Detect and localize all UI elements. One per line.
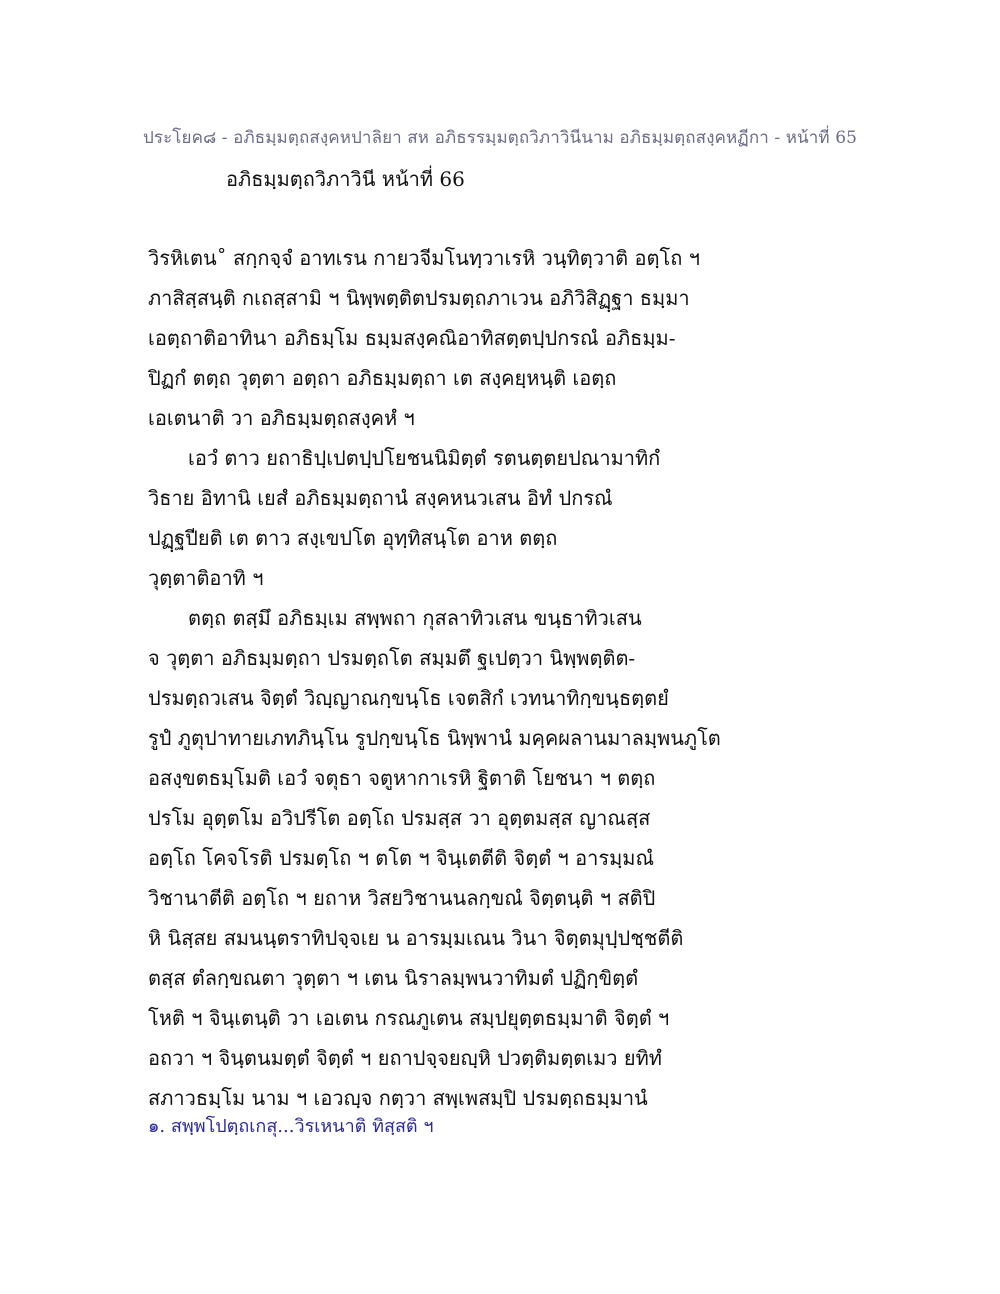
text-line-5: เอเตนาติ วา อภิธมฺมตฺถสงฺคหํ ฯ — [148, 406, 415, 430]
text-line-12: ปรมตฺถวเสน จิตฺตํ วิญฺญาณกฺขนฺโธ เจตสิกํ เวทนาทิกฺขนฺธตฺตยํ — [148, 686, 669, 710]
text-line-10: ตตฺถ ตสฺมึ อภิธมฺเม สพฺพถา กุสลาทิวเสน ขนฺธาทิวเสน — [188, 606, 642, 630]
text-line-22: สภาวธมฺโม นาม ฯ เอวญฺจ กตฺวา สพฺเพสมฺปิ ปรมตฺถธมฺมานํ — [148, 1086, 648, 1110]
footnote: ๑. สพฺพโปตฺถเกสุ...วิรเหนาติ ทิสฺสติ ฯ — [148, 1116, 434, 1137]
text-line-15: ปรโม อุตฺตโม อวิปรีโต อตฺโถ ปรมสฺส วา อุตฺตมสฺส ญาณสฺส — [148, 806, 651, 830]
text-line-16: อตฺโถ โคจโรติ ปรมตฺโถ ฯ ตโต ฯ จินฺเตตีติ จิตฺตํ ฯ อารมฺมณํ — [148, 846, 655, 870]
text-line-9: วุตฺตาติอาทิ ฯ — [148, 566, 264, 590]
text-line-17: วิชานาตีติ อตฺโถ ฯ ยถาห วิสยวิชานนลกฺขณํ จิตฺตนฺติ ฯ สติปิ — [148, 886, 656, 910]
text-line-4: ปิฏกํ ตตฺถ วุตฺตา อตฺถา อภิธมฺมตฺถา เต สงฺคยฺหนฺติ เอตฺถ — [148, 366, 617, 390]
text-line-3: เอตฺถาติอาทินา อภิธมฺโม ธมฺมสงฺคณิอาทิสตฺตปฺปกรณํ อภิธมฺม- — [148, 326, 676, 350]
text-line-19: ตสฺส ตํลกฺขณตา วุตฺตา ฯ เตน นิราลมฺพนวาทิมตํ ปฏิกฺขิตฺตํ — [148, 966, 639, 990]
text-line-7: วิธาย อิทานิ เยสํ อภิธมฺมตฺถานํ สงฺคหนวเสน อิทํ ปกรณํ — [148, 486, 613, 510]
running-header: ประโยค๘ - อภิธมฺมตฺถสงฺคหปาลิยา สห อภิธรรมฺมตฺถวิภาวินีนาม อภิธมฺมตฺถสงฺคหฏีกา - หน้าที่ 65 — [142, 128, 858, 148]
text-line-21: อถวา ฯ จินฺตนมตฺตํ จิตฺตํ ฯ ยถาปจฺจยญฺหิ ปวตฺติมตฺตเมว ยทิทํ — [148, 1046, 662, 1070]
text-line-8: ปฏฺฐปียติ เต ตาว สงฺเขปโต อุทฺทิสนฺโต อาห ตตฺถ — [148, 526, 558, 550]
body-text — [148, 244, 848, 1124]
text-line-18: หิ นิสฺสย สมนนฺตราทิปจฺจเย น อารมฺมเณน วินา จิตฺตมุปฺปชฺชตีติ — [148, 926, 684, 950]
text-line-1: วิรหิเตน˚ สกฺกจฺจํ อาทเรน กายวจีมโนทฺวาเรหิ วนฺทิตฺวาติ อตฺโถ ฯ — [148, 246, 700, 270]
page-subtitle: อภิธมฺมตฺถวิภาวินี หน้าที่ 66 — [226, 167, 465, 191]
text-line-14: อสงฺขตธมฺโมติ เอวํ จตุธา จตูหากาเรหิ ฐิตาติ โยชนา ฯ ตตฺถ — [148, 766, 656, 790]
text-line-2: ภาสิสฺสนฺติ กเถสฺสามิ ฯ นิพฺพตฺติตปรมตฺถภาเวน อภิวิสิฏฺฐา ธมฺมา — [148, 286, 690, 310]
text-line-20: โหติ ฯ จินฺเตนฺติ วา เอเตน กรณภูเตน สมฺปยุตฺตธมฺมาติ จิตฺตํ ฯ — [148, 1006, 670, 1030]
text-line-11: จ วุตฺตา อภิธมฺมตฺถา ปรมตฺถโต สมฺมตึ ฐเปตฺวา นิพฺพตฺติต- — [148, 646, 636, 670]
text-line-6: เอวํ ตาว ยถาธิปฺเปตปฺปโยชนนิมิตฺตํ รตนตฺตยปณามาทิกํ — [188, 446, 661, 470]
text-line-13: รูปํ ภูตุปาทายเภทภินฺโน รูปกฺขนฺโธ นิพฺพานํ มคฺคผลานมาลมฺพนภูโต — [148, 726, 721, 750]
